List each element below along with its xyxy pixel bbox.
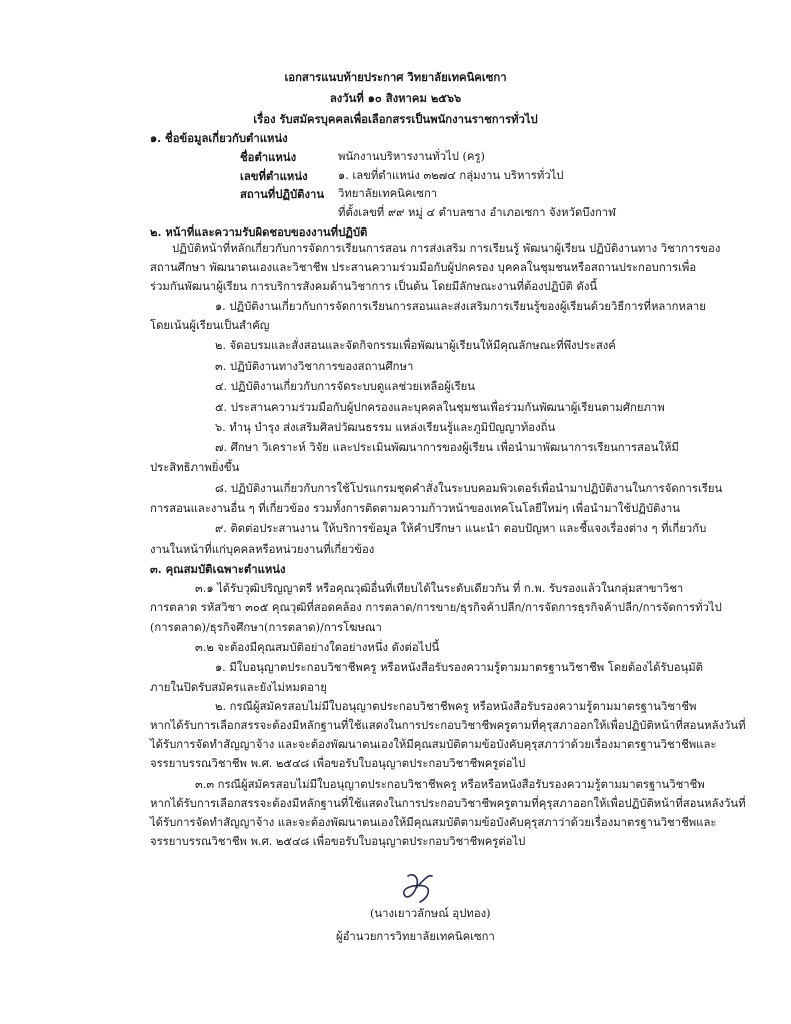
position-number-value: ๑. เลขที่ตำแหน่ง ๓๒๗๔ กลุ่มงาน บริหารทั่วไป [338,169,564,182]
qualification-line: (การตลาด)/ธุรกิจศึกษา(การตลาด)/การโฆษณา [150,621,382,634]
qualification-line: ๓.๒ จะต้องมีคุณสมบัติอย่างใดอย่างหนึ่ง ดังต่อไปนี้ [195,641,440,654]
duty-item: ๘. ปฏิบัติงานเกี่ยวกับการใช้โปรแกรมชุดคำสั่งในระบบคอมพิวเตอร์เพื่อนำมาปฏิบัติงานในการจัดการเรียน [215,482,723,495]
duty-item-continued: ประสิทธิภาพยิ่งขึ้น [150,461,240,474]
section3-heading: ๓. คุณสมบัติเฉพาะตำแหน่ง [150,562,286,576]
duty-item-continued: โดยเน้นผู้เรียนเป็นสำคัญ [150,319,270,332]
duty-item: ๑. ปฏิบัติงานเกี่ยวกับการจัดการเรียนการสอนและส่งเสริมการเรียนรู้ของผู้เรียนด้วยวิธีการที่หลากหลาย [215,300,706,313]
header-line-1: เอกสารแนบท้ายประกาศ วิทยาลัยเทคนิคเซกา [284,70,507,84]
header-line-3: เรื่อง รับสมัครบุคคลเพื่อเลือกสรรเป็นพนักงานราชการทั่วไป [253,112,538,126]
qualification-line: การตลาด รหัสวิชา ๓๐๕ คุณวุฒิที่สอดคล้อง การตลาด/การขาย/ธุรกิจค้าปลีก/การจัดการธุรกิจค้าปลีก/การจัดการทั่วไป [150,601,722,614]
qualification-line: ๓.๑ ได้รับวุฒิปริญญาตรี หรือคุณวุฒิอื่นที่เทียบได้ในระดับเดียวกัน ที่ ก.พ. รับรองแล้วในกลุ่มสาขาวิชา [195,582,684,595]
duty-item-continued: การสอนและงานอื่น ๆ ที่เกี่ยวข้อง รวมทั้งการติดตามความก้าวหน้าของเทคโนโลยีใหม่ๆ เพื่อนำมาใช้ปฏิบัติงาน [150,502,680,515]
qualification-line: จรรยาบรรณวิชาชีพ พ.ศ. ๒๕๔๘ เพื่อขอรับใบอนุญาตประกอบวิชาชีพครูต่อไป [150,757,526,770]
section2-intro-line: ปฏิบัติหน้าที่หลักเกี่ยวกับการจัดการเรียนการสอน การส่งเสริม การเรียนรู้ พัฒนาผู้เรียน ปฏิบัติงานทาง วิชาการของ [172,242,721,255]
qualification-line: ได้รับการจัดทำสัญญาจ้าง และจะต้องพัฒนาตนเองให้มีคุณสมบัติตามข้อบังคับคุรุสภาว่าด้วยเรื่องมาตรฐานวิชาชีพและ [150,816,717,829]
duty-item: ๔. ปฏิบัติงานเกี่ยวกับการจัดระบบดูแลช่วยเหลือผู้เรียน [215,380,476,393]
section2-intro-line: ร่วมกันพัฒนาผู้เรียน การบริการสังคมด้านวิชาการ เป็นต้น โดยมีลักษณะงานที่ต้องปฏิบัติ ดังนี้ [150,280,598,293]
section2-heading: ๒. หน้าที่และความรับผิดชอบของงานที่ปฏิบัติ [150,225,368,239]
duty-item-continued: งานในหน้าที่แก่บุคคลหรือหน่วยงานที่เกี่ยวข้อง [150,543,375,556]
workplace-value: วิทยาลัยเทคนิคเซกา [338,187,438,200]
section1-heading: ๑. ชื่อข้อมูลเกี่ยวกับตำแหน่ง [150,131,288,145]
qualification-line: ๒. กรณีผู้สมัครสอบไม่มีใบอนุญาตประกอบวิชาชีพครู หรือหนังสือรับรองความรู้ตามมาตรฐานวิชาชีพ [215,700,697,713]
position-number-label: เลขที่ตำแหน่ง [240,169,308,183]
position-label: ชื่อตำแหน่ง [240,150,297,164]
duty-item: ๗. ศึกษา วิเคราะห์ วิจัย และประเมินพัฒนาการของผู้เรียน เพื่อนำมาพัฒนาการเรียนการสอนให้มี [215,441,679,454]
duty-item: ๕. ประสานความร่วมมือกับผู้ปกครองและบุคคลในชุมชนเพื่อร่วมกันพัฒนาผู้เรียนตามศักยภาพ [215,401,665,414]
header-line-2: ลงวันที่ ๑๐ สิงหาคม ๒๕๖๖ [329,91,462,105]
duty-item: ๓. ปฏิบัติงานทางวิชาการของสถานศึกษา [215,360,414,373]
qualification-line: หากได้รับการเลือกสรรจะต้องมีหลักฐานที่ใช้แสดงในการประกอบวิชาชีพครูตามที่คุรุสภาออกให้เพื่อปฏิบัติหน้าที่สอนหลังวันที่ [150,797,746,810]
signatory-name: (นางเยาวลักษณ์ อุปทอง) [370,907,491,920]
position-value: พนักงานบริหารงานทั่วไป (ครู) [338,150,485,163]
qualification-line: ได้รับการจัดทำสัญญาจ้าง และจะต้องพัฒนาตนเองให้มีคุณสมบัติตามข้อบังคับคุรุสภาว่าด้วยเรื่องมาตรฐานวิชาชีพและ [150,738,717,751]
section2-intro-line: สถานศึกษา พัฒนาตนเองและวิชาชีพ ประสานความร่วมมือกับผู้ปกครอง บุคคลในชุมชนหรือสถานประกอบการเพื่อ [150,261,697,274]
signatory-title: ผู้อำนวยการวิทยาลัยเทคนิคเซกา [336,930,495,943]
workplace-label: สถานที่ปฏิบัติงาน [240,187,325,201]
workplace-address: ที่ตั้งเลขที่ ๙๙ หมู่ ๔ ตำบลซาง อำเภอเซกา จังหวัดบึงกาฬ [338,206,616,219]
duty-item: ๖. ทำนุ บำรุง ส่งเสริมศิลปวัฒนธรรม แหล่งเรียนรู้และภูมิปัญญาท้องถิ่น [215,421,556,434]
duty-item: ๙. ติดต่อประสานงาน ให้บริการข้อมูล ให้คำปรึกษา แนะนำ ตอบปัญหา และชี้แจงเรื่องต่าง ๆ ที่เกี่ยวกับ [215,522,707,535]
qualification-line: จรรยาบรรณวิชาชีพ พ.ศ. ๒๕๔๘ เพื่อขอรับใบอนุญาตประกอบวิชาชีพครูต่อไป [150,835,526,848]
qualification-line: ๓.๓ กรณีผู้สมัครสอบไม่มีใบอนุญาตประกอบวิชาชีพครู หรือหรือหนังสือรับรองความรู้ตามมาตรฐานวิชาชีพ [195,778,705,791]
qualification-line: ๑. มีใบอนุญาตประกอบวิชาชีพครู หรือหนังสือรับรองความรู้ตามมาตรฐานวิชาชีพ โดยต้องได้รับอนุมัติ [215,661,703,674]
qualification-line: หากได้รับการเลือกสรรจะต้องมีหลักฐานที่ใช้แสดงในการประกอบวิชาชีพครูตามที่คุรุสภาออกให้เพื่อปฏิบัติหน้าที่สอนหลังวันที่ [150,719,746,732]
handwritten-signature [398,868,458,908]
duty-item: ๒. จัดอบรมและสั่งสอนและจัดกิจกรรมเพื่อพัฒนาผู้เรียนให้มีคุณลักษณะที่พึงประสงค์ [215,339,616,352]
qualification-line: ภายในปิดรับสมัครและยังไม่หมดอายุ [150,681,327,694]
